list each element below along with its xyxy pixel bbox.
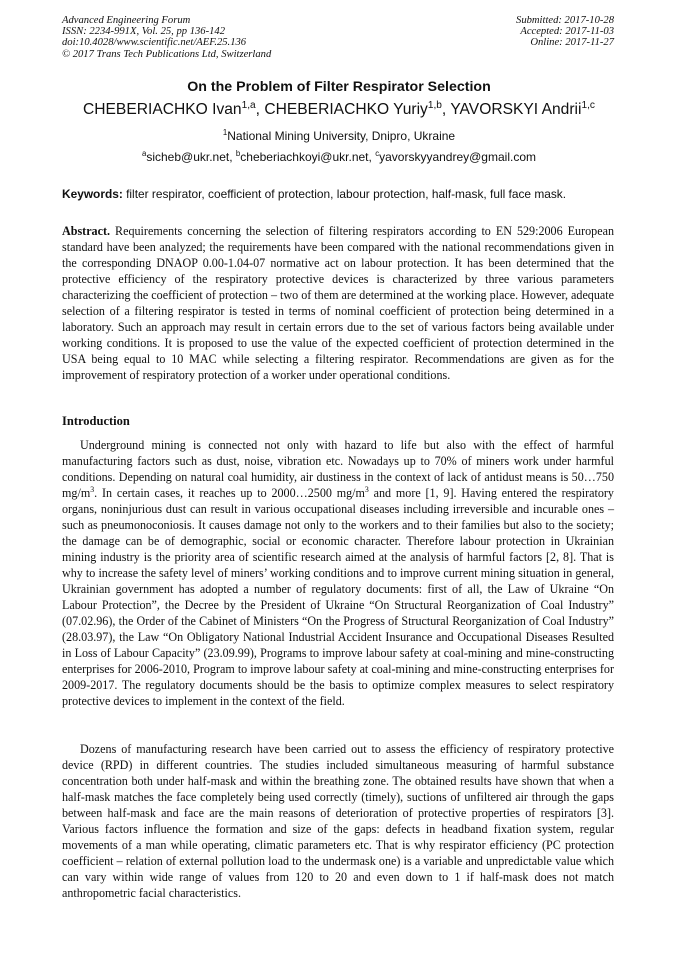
online-date: Online: 2017-11-27 [530,37,614,49]
author-affil-mark: 1,c [581,99,595,111]
journal-name: Advanced Engineering Forum [62,15,191,26]
author-name: CHEBERIACHKO Yuriy [264,101,428,118]
paragraph-text: . In certain cases, it reaches up to 2000…2500 mg/m [94,486,365,500]
email-separator: , [229,150,236,164]
email-address[interactable]: yavorskyyandrey@gmail.com [379,150,536,164]
accepted-date: Accepted: 2017-11-03 [520,26,614,38]
affiliation-mark: 1 [222,128,228,137]
journal-info [62,15,392,60]
keywords-text: filter respirator, coefficient of protection, labour protection, half-mask, full face mask. [122,187,567,201]
unit-exponent: 3 [90,484,95,494]
email-address[interactable]: cheberiachkoyi@ukr.net [240,150,369,164]
journal-doi[interactable]: doi:10.4028/www.scientific.net/AEF.25.136 [62,37,247,49]
affiliation [0,129,678,143]
paragraph-text: and more [1, 9]. Having entered the respiratory organs, noninjurious dust can result in various occupational diseases including irreversible and incurable ones – such as pneumonoconiosis. It causes damage not only to the workers and to their families but also to the society; the damage can be of demographic, social or economic character. Therefore labour protection in Ukrainian mining industry is the priority area of scientific research aimed at the analysis of harmful factors [2, 8]. That is why to increase the safety level of miners’ working conditions and to improve current mining situation in general, Ukrainian government has adopted a number of regulatory documents: first of all, the Law of Ukraine “On Labour Protection”, the Decree by the President of Ukraine “On Structural Reorganization of Coal Industry” (07.02.96), the Order of the Cabinet of Ministers “On the Progress of Structural Reorganization of Coal Industry” (28.03.97), the Law “On Obligatory National Industrial Accident Insurance and Occupational Diseases Resulted in Loss of Labour Capacity” (23.09.99), Programs to improve labour safety at coal-mining and mine-constructing enterprises for 2006-2010, Program to improve labour safety at coal-mining and mine-constructing enterprises for 2009-2017. The regulatory documents should be the basis to optimize complex measures to select respiratory protective devices to implement in the context of the field. [62,486,614,708]
paragraph-text: Dozens of manufacturing research have been carried out to assess the efficiency of respiratory protective device (RPD) in different countries. The studies included simultaneous measuring of harmful substance concentration both under half-mask and within the breathing zone. The obtained results have shown that when a half-mask matches the face completely being used correctly (timely), suctions of unfiltered air through the gaps between half-mask and face are the main reasons of deterioration of protective properties of respirators [3]. Various factors influence the formation and size of the gaps: defects in headband fixation system, regular movements of a man while operating, climatic parameters etc. That is why respirator efficiency (PC protection coefficient – relation of external pollution load to the undermask one) is a variable and unpredictable value which can vary within wide range of values from 120 to 20 and even down to 1 if half-mask does not match anthropometric facial characteristics. [62,742,614,900]
author-affil-mark: 1,a [241,99,256,111]
submitted-date: Submitted: 2017-10-28 [516,15,614,26]
author-separator: , [255,101,265,118]
journal-copyright: © 2017 Trans Tech Publications Ltd, Switzerland [62,48,272,60]
abstract-label: Abstract. [62,224,111,238]
affiliation-text: National Mining University, Dnipro, Ukraine [227,129,456,143]
abstract [62,223,614,383]
journal-issn: ISSN: 2234-991X, Vol. 25, pp 136-142 [62,26,226,38]
introduction-paragraph-2 [62,741,614,901]
author-name: CHEBERIACHKO Ivan [83,101,242,118]
author-emails [0,150,678,164]
section-heading-introduction: Introduction [62,414,130,428]
paper-title: On the Problem of Filter Respirator Selection [187,79,491,95]
keywords-label: Keywords: [62,187,123,201]
email-separator: , [368,150,376,164]
keywords [62,187,618,201]
submission-dates [394,15,614,49]
author-list [0,101,678,119]
email-mark: c [375,149,380,158]
email-mark: b [235,149,241,158]
email-mark: a [142,149,147,158]
author-name: YAVORSKYI Andrii [450,101,582,118]
author-affil-mark: 1,b [427,99,442,111]
email-address[interactable]: sicheb@ukr.net [146,150,230,164]
unit-exponent: 3 [364,484,369,494]
paragraph-text: Underground mining is connected not only with hazard to life but also with the effect of harmful manufacturing factors such as dust, noise, vibration etc. Nowadays up to 70% of miners work under harmful conditions. Depending on natural coal humidity, air dustiness in the context of lack of antidust means is 50…750 mg/m [62,438,614,500]
author-separator: , [441,101,451,118]
abstract-text: Requirements concerning the selection of filtering respirators according to EN 529:2006 European standard have been analyzed; the requirements have been compared with the national recommendations given in the corresponding DNAOP 0.00-1.04-07 normative act on labour protection. It has been determined that the protective efficiency of the respiratory protective devices is characterized by three various parameters characterizing the coefficient of protection – two of them are determined at the working place. However, adequate selection of a filtering respirator is tested in terms of nominal coefficient of protection being determined in a laboratory. Such an approach may result in certain errors due to the set of various factors being available under working conditions. It is proposed to use the value of the expected coefficient of protection determined in the USA being equal to 10 MAC while selecting a filtering respirator. Recommendations are given as for the improvement of respiratory protection of a worker under operational conditions. [62,224,615,382]
introduction-paragraph-1 [62,437,614,709]
